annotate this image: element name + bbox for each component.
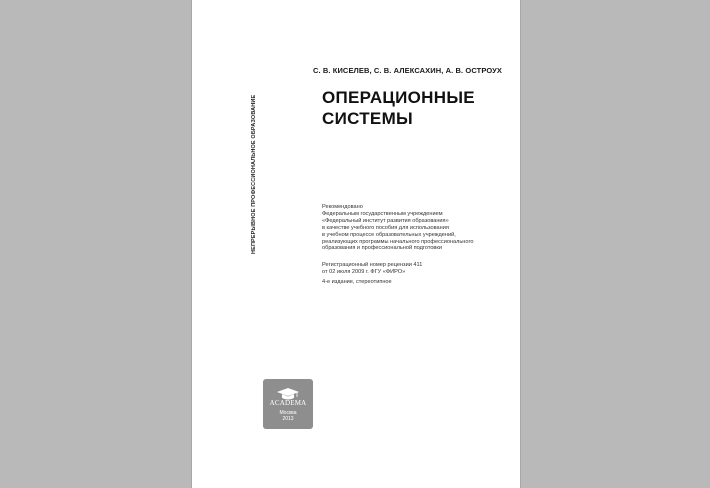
recommendation-line: образования и профессиональной подготовки [322,245,442,252]
recommendation-text [322,204,474,252]
series-label: НЕПРЕРЫВНОЕ ПРОФЕССИОНАЛЬНОЕ ОБРАЗОВАНИЕ [251,94,257,254]
title-line: ОПЕРАЦИОННЫЕ [322,88,475,107]
recommendation-line: реализующих программы начального профессионального [322,238,474,245]
document-page [191,0,521,488]
edition-text: 4-е издание, стереотипное [322,279,392,285]
publication-year: 2013 [282,416,294,422]
publisher-logo [263,379,313,429]
book-title [322,87,475,129]
recommendation-line: Рекомендовано [322,204,363,210]
publisher-city: Москва [279,410,297,416]
registration-line: Регистрационный номер рецензии 411 [322,262,423,268]
authors: С. В. КИСЕЛЕВ, С. В. АЛЕКСАХИН, А. В. ОСТРОУХ [313,66,502,75]
title-line: СИСТЕМЫ [322,109,413,128]
recommendation-line: «Федеральный институт развития образования» [322,217,449,224]
recommendation-line: в учебном процессе образовательных учреждений, [322,231,456,238]
recommendation-line: Федеральным государственным учреждением [322,210,443,217]
registration-text [322,262,422,276]
publisher-name: ACADEMA [269,399,307,407]
registration-line: от 02 июля 2009 г. ФГУ «ФИРО» [322,268,406,275]
recommendation-line: в качестве учебного пособия для использования [322,224,449,231]
